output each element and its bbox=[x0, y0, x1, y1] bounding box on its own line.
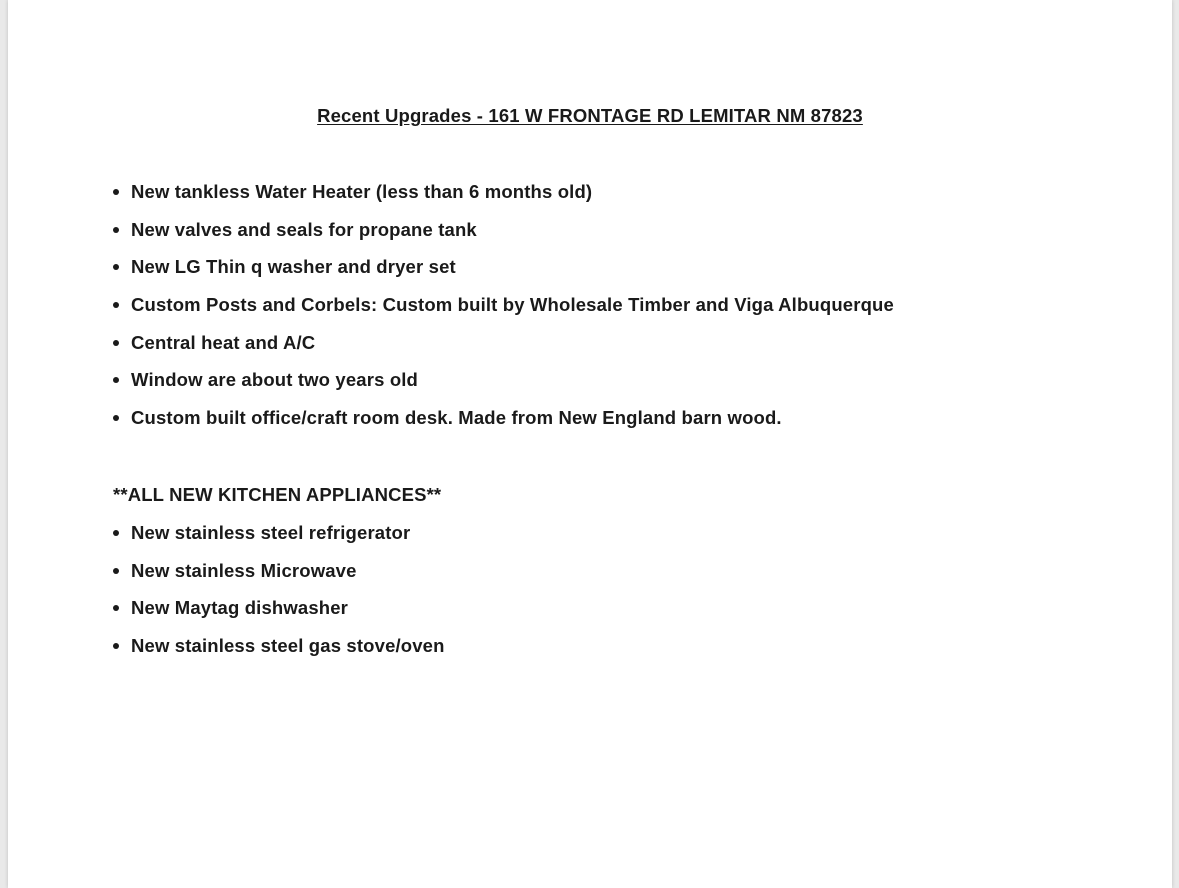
kitchen-item: New stainless steel refrigerator bbox=[113, 522, 445, 560]
document-page bbox=[8, 0, 1172, 888]
kitchen-item: New stainless Microwave bbox=[113, 560, 445, 598]
document-title: Recent Upgrades - 161 W FRONTAGE RD LEMITAR NM 87823 bbox=[317, 105, 863, 126]
upgrades-list bbox=[113, 181, 894, 445]
upgrade-item: New tankless Water Heater (less than 6 months old) bbox=[113, 181, 894, 219]
upgrade-item: Custom Posts and Corbels: Custom built by Wholesale Timber and Viga Albuquerque bbox=[113, 294, 894, 332]
upgrade-item: New valves and seals for propane tank bbox=[113, 219, 894, 257]
upgrade-item: Central heat and A/C bbox=[113, 332, 894, 370]
upgrade-item: New LG Thin q washer and dryer set bbox=[113, 256, 894, 294]
kitchen-appliances-heading: **ALL NEW KITCHEN APPLIANCES** bbox=[113, 484, 442, 505]
kitchen-appliances-list bbox=[113, 522, 445, 673]
upgrade-item: Window are about two years old bbox=[113, 369, 894, 407]
upgrade-item: Custom built office/craft room desk. Made from New England barn wood. bbox=[113, 407, 894, 445]
kitchen-item: New Maytag dishwasher bbox=[113, 597, 445, 635]
document-content bbox=[8, 0, 1172, 888]
kitchen-item: New stainless steel gas stove/oven bbox=[113, 635, 445, 673]
